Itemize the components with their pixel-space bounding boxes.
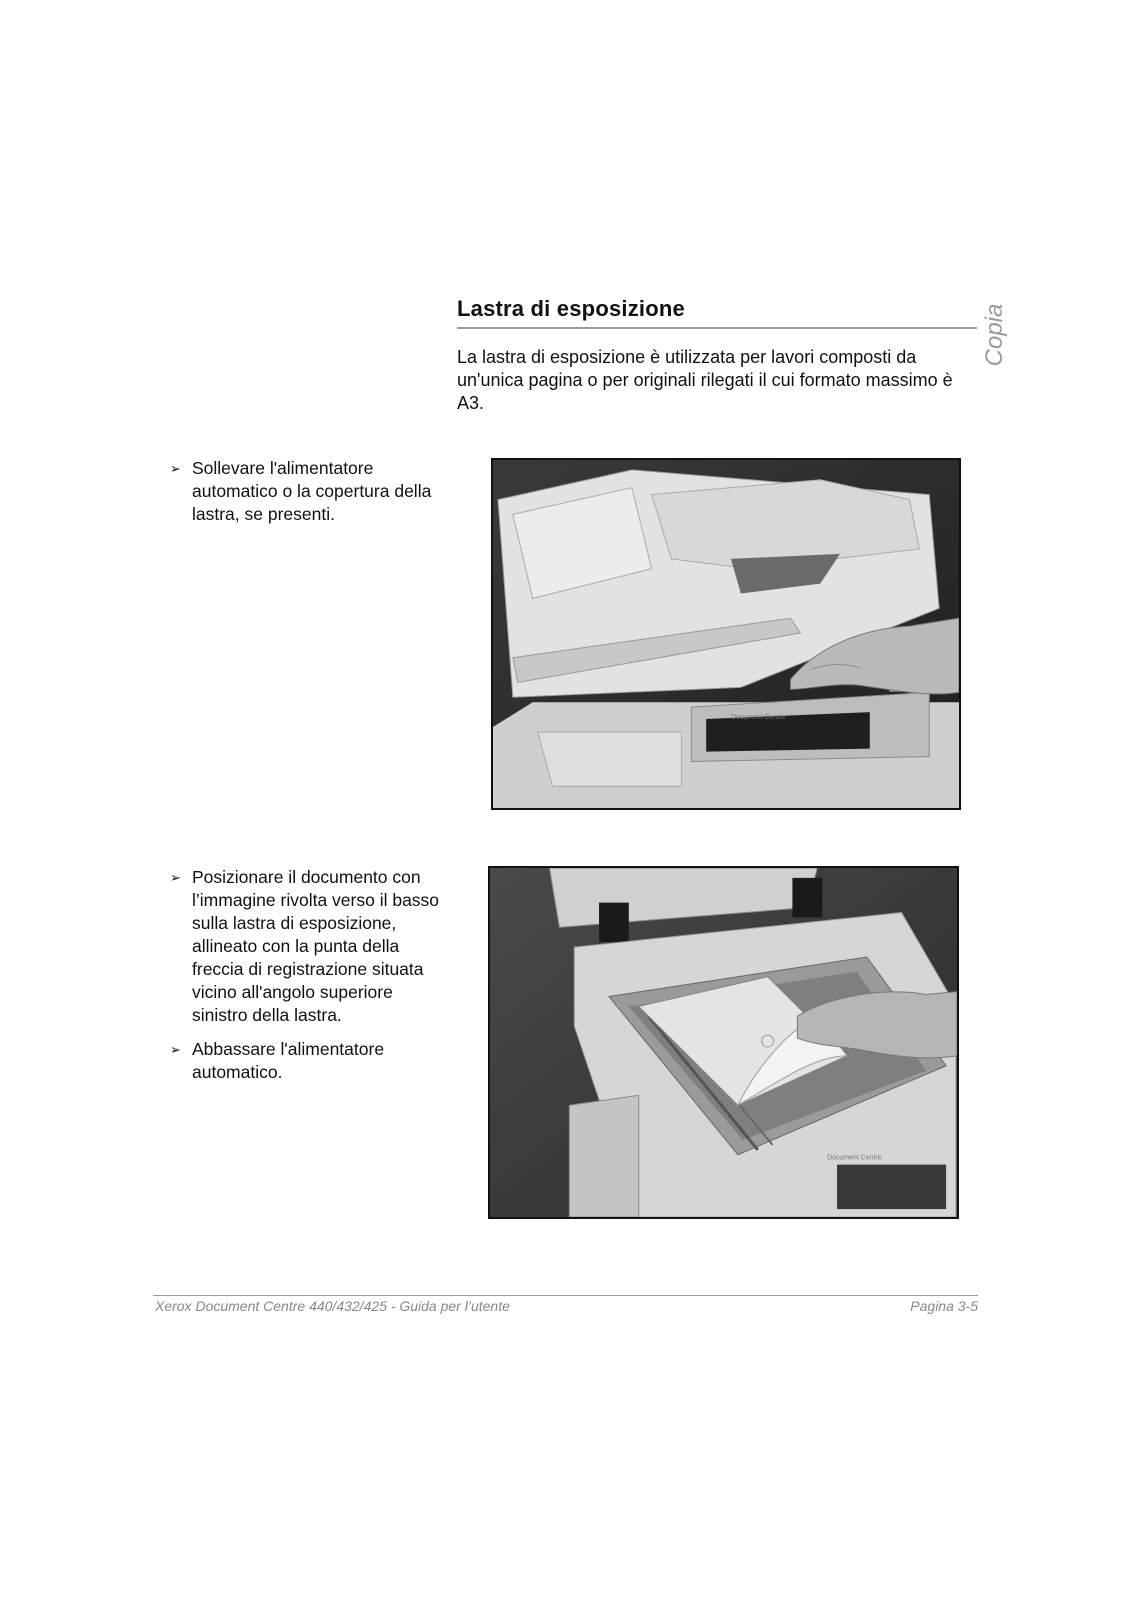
step-list-place: [170, 866, 440, 1095]
section-title: Lastra di esposizione: [457, 296, 685, 321]
chapter-tab-label: Copia: [981, 303, 1008, 367]
step-text: Sollevare l'alimentatore automatico o la copertura della lastra, se presenti.: [192, 458, 432, 524]
footer-manual-title: Xerox Document Centre 440/432/425 - Guida per l’utente: [155, 1298, 510, 1314]
step-text: Abbassare l'alimentatore automatico.: [192, 1039, 385, 1082]
step-place-document: [170, 866, 440, 1027]
photo-lifting-document-feeder: [491, 458, 961, 810]
step-lower-feeder: [170, 1038, 440, 1084]
machine-brand-label: Document Centre: [827, 1154, 882, 1162]
step-text: Posizionare il documento con l’immagine rivolta verso il basso sulla lastra di esposizione, allineato con la punta della freccia di registrazione situata vicino all'angolo superiore sinistro della lastra.: [192, 867, 440, 1025]
step-lift-feeder: [170, 457, 440, 526]
footer-page-number: Pagina 3-5: [910, 1298, 978, 1314]
arrow-bullet-icon: ➢: [170, 870, 181, 885]
arrow-bullet-icon: ➢: [170, 461, 181, 476]
machine-brand-label: Document Centre: [730, 714, 786, 722]
title-divider: [457, 327, 977, 329]
footer-divider: [153, 1295, 978, 1296]
intro-paragraph: La lastra di esposizione è utilizzata per lavori composti da un'unica pagina o per originali rilegati il cui formato massimo è A3.: [457, 347, 953, 413]
arrow-bullet-icon: ➢: [170, 1042, 181, 1057]
step-list-lift: [170, 457, 440, 537]
photo-placing-document-on-glass: [488, 866, 959, 1219]
